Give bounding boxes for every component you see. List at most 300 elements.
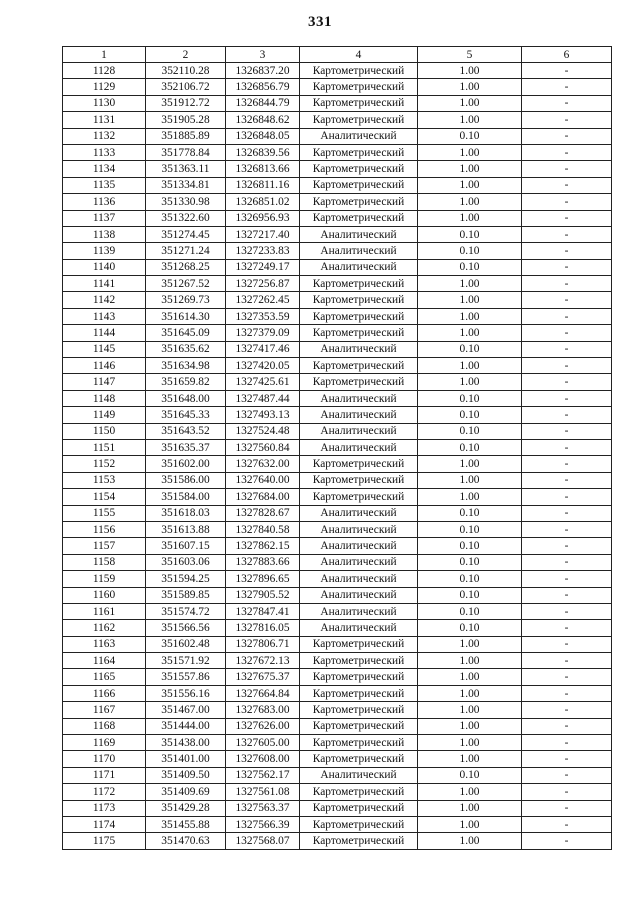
table-row [63, 669, 612, 685]
table-cell: 0.10 [418, 587, 522, 603]
table-cell: - [522, 259, 612, 275]
table-row [63, 620, 612, 636]
table-cell: 0.10 [418, 226, 522, 242]
table-row [63, 489, 612, 505]
table-cell: 1157 [63, 538, 146, 554]
table-cell: 0.10 [418, 620, 522, 636]
table-cell: Картометрический [300, 653, 418, 669]
table-cell: 1146 [63, 358, 146, 374]
table-row [63, 358, 612, 374]
table-cell: 1.00 [418, 472, 522, 488]
table-cell: 1327828.67 [226, 505, 300, 521]
table-cell: 1155 [63, 505, 146, 521]
table-cell: - [522, 194, 612, 210]
table-row [63, 226, 612, 242]
table-cell: 1.00 [418, 685, 522, 701]
table-cell: 1.00 [418, 292, 522, 308]
table-cell: 0.10 [418, 407, 522, 423]
table-cell: 1326848.62 [226, 112, 300, 128]
table-cell: Картометрический [300, 325, 418, 341]
table-cell: 351905.28 [146, 112, 226, 128]
table-cell: 352106.72 [146, 79, 226, 95]
table-cell: Картометрический [300, 144, 418, 160]
table-cell: - [522, 325, 612, 341]
table-cell: 351602.48 [146, 636, 226, 652]
table-cell: 1165 [63, 669, 146, 685]
table-cell: - [522, 800, 612, 816]
table-row [63, 800, 612, 816]
table-cell: 1327672.13 [226, 653, 300, 669]
table-row [63, 833, 612, 849]
table-cell: 1.00 [418, 358, 522, 374]
table-cell: 1141 [63, 276, 146, 292]
table-row [63, 308, 612, 324]
table-cell: 351444.00 [146, 718, 226, 734]
table-cell: 1327420.05 [226, 358, 300, 374]
column-header: 1 [63, 47, 146, 63]
table-cell: 0.10 [418, 603, 522, 619]
table-cell: Картометрический [300, 161, 418, 177]
table-header-row [63, 47, 612, 63]
table-row [63, 784, 612, 800]
table-cell: 351645.33 [146, 407, 226, 423]
table-cell: 351274.45 [146, 226, 226, 242]
table-cell: 1327683.00 [226, 702, 300, 718]
table-cell: 1144 [63, 325, 146, 341]
table-cell: 1326856.79 [226, 79, 300, 95]
table-row [63, 636, 612, 652]
table-row [63, 112, 612, 128]
table-cell: 0.10 [418, 341, 522, 357]
table-cell: 1327563.37 [226, 800, 300, 816]
table-cell: 1.00 [418, 144, 522, 160]
table-cell: 351659.82 [146, 374, 226, 390]
table-cell: Картометрический [300, 489, 418, 505]
table-row [63, 341, 612, 357]
table-cell: - [522, 816, 612, 832]
table-cell: 1130 [63, 95, 146, 111]
table-cell: 351467.00 [146, 702, 226, 718]
table-cell: 1.00 [418, 194, 522, 210]
table-cell: Аналитический [300, 505, 418, 521]
table-cell: 1.00 [418, 800, 522, 816]
table-cell: 1327806.71 [226, 636, 300, 652]
table-cell: 1327608.00 [226, 751, 300, 767]
table-cell: Картометрический [300, 95, 418, 111]
table-cell: 1169 [63, 735, 146, 751]
table-cell: Картометрический [300, 177, 418, 193]
table-row [63, 259, 612, 275]
table-cell: 1139 [63, 243, 146, 259]
table-cell: - [522, 685, 612, 701]
table-cell: 351912.72 [146, 95, 226, 111]
table-cell: Картометрический [300, 833, 418, 849]
table-row [63, 423, 612, 439]
table-cell: 0.10 [418, 571, 522, 587]
table-cell: 351603.06 [146, 554, 226, 570]
table-cell: 1327353.59 [226, 308, 300, 324]
table-cell: 1327487.44 [226, 390, 300, 406]
table-cell: - [522, 128, 612, 144]
table-row [63, 653, 612, 669]
table-cell: 1171 [63, 767, 146, 783]
table-cell: - [522, 79, 612, 95]
table-cell: 1327566.39 [226, 816, 300, 832]
table-cell: 1.00 [418, 79, 522, 95]
table-cell: 351322.60 [146, 210, 226, 226]
table-cell: - [522, 112, 612, 128]
table-cell: 351401.00 [146, 751, 226, 767]
table-row [63, 521, 612, 537]
table-cell: - [522, 177, 612, 193]
table-cell: - [522, 292, 612, 308]
table-cell: 0.10 [418, 554, 522, 570]
table-cell: 351613.88 [146, 521, 226, 537]
table-cell: 1170 [63, 751, 146, 767]
table-cell: 1327605.00 [226, 735, 300, 751]
table-row [63, 63, 612, 79]
table-cell: - [522, 489, 612, 505]
table-cell: 1175 [63, 833, 146, 849]
table-cell: Картометрический [300, 358, 418, 374]
table-cell: Картометрический [300, 63, 418, 79]
table-row [63, 767, 612, 783]
table-cell: 1327417.46 [226, 341, 300, 357]
table-cell: - [522, 243, 612, 259]
table-cell: Картометрический [300, 194, 418, 210]
table-cell: 1327493.13 [226, 407, 300, 423]
table-cell: 1.00 [418, 276, 522, 292]
table-cell: - [522, 358, 612, 374]
table-cell: 1164 [63, 653, 146, 669]
table-cell: 1.00 [418, 653, 522, 669]
table-cell: 1.00 [418, 95, 522, 111]
table-cell: 351455.88 [146, 816, 226, 832]
table-cell: 1327847.41 [226, 603, 300, 619]
table-cell: 1.00 [418, 325, 522, 341]
table-cell: Картометрический [300, 636, 418, 652]
table-row [63, 161, 612, 177]
table-cell: 1132 [63, 128, 146, 144]
table-cell: 1.00 [418, 210, 522, 226]
table-cell: Картометрический [300, 816, 418, 832]
table-row [63, 243, 612, 259]
table-row [63, 554, 612, 570]
table-cell: 1327233.83 [226, 243, 300, 259]
table-cell: 351602.00 [146, 456, 226, 472]
table-cell: 1.00 [418, 702, 522, 718]
table-cell: 351269.73 [146, 292, 226, 308]
table-cell: 351586.00 [146, 472, 226, 488]
table-cell: Картометрический [300, 210, 418, 226]
table-cell: 351409.69 [146, 784, 226, 800]
table-row [63, 210, 612, 226]
table-cell: 351778.84 [146, 144, 226, 160]
table-cell: 1.00 [418, 735, 522, 751]
table-cell: Аналитический [300, 439, 418, 455]
table-cell: Картометрический [300, 456, 418, 472]
table-cell: Аналитический [300, 587, 418, 603]
table-cell: 351334.81 [146, 177, 226, 193]
table-cell: Аналитический [300, 521, 418, 537]
table-cell: - [522, 374, 612, 390]
table-cell: - [522, 669, 612, 685]
table-cell: 1327883.66 [226, 554, 300, 570]
table-cell: - [522, 161, 612, 177]
table-cell: 0.10 [418, 128, 522, 144]
table-cell: - [522, 276, 612, 292]
table-cell: 1167 [63, 702, 146, 718]
table-cell: - [522, 554, 612, 570]
table-cell: 1326839.56 [226, 144, 300, 160]
table-cell: 0.10 [418, 390, 522, 406]
table-cell: 351643.52 [146, 423, 226, 439]
table-cell: - [522, 456, 612, 472]
table-cell: - [522, 505, 612, 521]
table-cell: 351574.72 [146, 603, 226, 619]
table-cell: 0.10 [418, 767, 522, 783]
table-cell: 0.10 [418, 505, 522, 521]
table-row [63, 735, 612, 751]
table-cell: 1326837.20 [226, 63, 300, 79]
table-cell: Картометрический [300, 292, 418, 308]
table-cell: 351614.30 [146, 308, 226, 324]
table-cell: 1327816.05 [226, 620, 300, 636]
table-cell: 351470.63 [146, 833, 226, 849]
table-cell: 1.00 [418, 177, 522, 193]
table-cell: 351363.11 [146, 161, 226, 177]
table-cell: 0.10 [418, 243, 522, 259]
column-header: 2 [146, 47, 226, 63]
table-cell: Картометрический [300, 751, 418, 767]
table-cell: 1.00 [418, 669, 522, 685]
table-cell: 351648.00 [146, 390, 226, 406]
table-cell: 1129 [63, 79, 146, 95]
table-cell: 0.10 [418, 259, 522, 275]
table-cell: 351429.28 [146, 800, 226, 816]
table-cell: 1163 [63, 636, 146, 652]
table-row [63, 128, 612, 144]
table-cell: 1327862.15 [226, 538, 300, 554]
table-row [63, 390, 612, 406]
table-cell: - [522, 751, 612, 767]
table-cell: 1327684.00 [226, 489, 300, 505]
table-cell: 351885.89 [146, 128, 226, 144]
table-cell: 1142 [63, 292, 146, 308]
table-row [63, 79, 612, 95]
table-cell: Картометрический [300, 276, 418, 292]
table-cell: 1156 [63, 521, 146, 537]
table-cell: 1138 [63, 226, 146, 242]
table-cell: 351584.00 [146, 489, 226, 505]
table-cell: Аналитический [300, 571, 418, 587]
table-cell: 1327262.45 [226, 292, 300, 308]
table-cell: 1.00 [418, 816, 522, 832]
table-cell: 351635.37 [146, 439, 226, 455]
table-cell: Аналитический [300, 554, 418, 570]
table-cell: 1.00 [418, 374, 522, 390]
table-row [63, 603, 612, 619]
column-header: 3 [226, 47, 300, 63]
table-cell: - [522, 620, 612, 636]
table-cell: Картометрический [300, 784, 418, 800]
table-cell: Картометрический [300, 800, 418, 816]
column-header: 4 [300, 47, 418, 63]
table-cell: 351566.56 [146, 620, 226, 636]
table-cell: 1168 [63, 718, 146, 734]
table-cell: 1327562.17 [226, 767, 300, 783]
table-cell: 1326848.05 [226, 128, 300, 144]
table-cell: 351271.24 [146, 243, 226, 259]
table-row [63, 685, 612, 701]
table-row [63, 505, 612, 521]
table-cell: 351571.92 [146, 653, 226, 669]
table-cell: 1327632.00 [226, 456, 300, 472]
table-cell: 351607.15 [146, 538, 226, 554]
table-cell: 1.00 [418, 833, 522, 849]
table-cell: 1174 [63, 816, 146, 832]
table-cell: 1.00 [418, 636, 522, 652]
table-cell: - [522, 407, 612, 423]
table-cell: Аналитический [300, 243, 418, 259]
table-cell: 1162 [63, 620, 146, 636]
table-cell: - [522, 390, 612, 406]
table-row [63, 816, 612, 832]
table-row [63, 538, 612, 554]
table-row [63, 571, 612, 587]
column-header: 5 [418, 47, 522, 63]
table-cell: 1.00 [418, 112, 522, 128]
table-cell: - [522, 308, 612, 324]
table-cell: Картометрический [300, 472, 418, 488]
table-cell: 1.00 [418, 308, 522, 324]
table-cell: Аналитический [300, 603, 418, 619]
table-cell: 1140 [63, 259, 146, 275]
table-cell: 1161 [63, 603, 146, 619]
table-cell: 1173 [63, 800, 146, 816]
table-cell: 1327524.48 [226, 423, 300, 439]
table-row [63, 144, 612, 160]
table-cell: 1327249.17 [226, 259, 300, 275]
table-cell: 1326813.66 [226, 161, 300, 177]
table-cell: 1.00 [418, 161, 522, 177]
table-cell: 351556.16 [146, 685, 226, 701]
table-cell: Аналитический [300, 423, 418, 439]
table-cell: 1135 [63, 177, 146, 193]
table-cell: 351268.25 [146, 259, 226, 275]
table-cell: 1133 [63, 144, 146, 160]
table-cell: - [522, 341, 612, 357]
table-cell: 1153 [63, 472, 146, 488]
table-cell: Аналитический [300, 341, 418, 357]
coordinates-table [62, 46, 612, 850]
table-cell: 1158 [63, 554, 146, 570]
table-cell: 1148 [63, 390, 146, 406]
table-cell: - [522, 210, 612, 226]
table-cell: 1327425.61 [226, 374, 300, 390]
table-cell: 0.10 [418, 439, 522, 455]
table-cell: - [522, 587, 612, 603]
table-cell: 351618.03 [146, 505, 226, 521]
table-cell: 1.00 [418, 751, 522, 767]
table-cell: Аналитический [300, 128, 418, 144]
table-cell: 1154 [63, 489, 146, 505]
table-cell: 0.10 [418, 423, 522, 439]
table-cell: 0.10 [418, 521, 522, 537]
table-cell: 1327675.37 [226, 669, 300, 685]
table-cell: 1147 [63, 374, 146, 390]
table-cell: - [522, 571, 612, 587]
table-cell: 1326844.79 [226, 95, 300, 111]
table-cell: 1327560.84 [226, 439, 300, 455]
table-row [63, 702, 612, 718]
table-cell: - [522, 603, 612, 619]
table-cell: 1327640.00 [226, 472, 300, 488]
table-cell: 351634.98 [146, 358, 226, 374]
table-row [63, 177, 612, 193]
table-cell: - [522, 95, 612, 111]
table-cell: 1326851.02 [226, 194, 300, 210]
table-cell: Аналитический [300, 407, 418, 423]
table-cell: - [522, 226, 612, 242]
table-cell: 1128 [63, 63, 146, 79]
table-cell: 351438.00 [146, 735, 226, 751]
table-row [63, 276, 612, 292]
table-cell: Картометрический [300, 685, 418, 701]
table-cell: 351589.85 [146, 587, 226, 603]
table-cell: Аналитический [300, 620, 418, 636]
table-cell: 1145 [63, 341, 146, 357]
table-cell: - [522, 718, 612, 734]
table-cell: 1327664.84 [226, 685, 300, 701]
table-cell: 1327905.52 [226, 587, 300, 603]
table-cell: 1326811.16 [226, 177, 300, 193]
table-cell: Аналитический [300, 538, 418, 554]
table-cell: 1149 [63, 407, 146, 423]
table-cell: 1327568.07 [226, 833, 300, 849]
table-row [63, 456, 612, 472]
table-cell: Картометрический [300, 374, 418, 390]
table-cell: 1.00 [418, 718, 522, 734]
table-cell: 351557.86 [146, 669, 226, 685]
table-cell: 1326956.93 [226, 210, 300, 226]
table-cell: Картометрический [300, 702, 418, 718]
table-row [63, 587, 612, 603]
table-cell: - [522, 833, 612, 849]
table-cell: 1134 [63, 161, 146, 177]
table-cell: - [522, 767, 612, 783]
table-row [63, 751, 612, 767]
table-cell: - [522, 538, 612, 554]
table-cell: - [522, 653, 612, 669]
table-row [63, 325, 612, 341]
column-header: 6 [522, 47, 612, 63]
table-row [63, 407, 612, 423]
table-cell: - [522, 521, 612, 537]
table-cell: - [522, 63, 612, 79]
table-cell: Картометрический [300, 669, 418, 685]
table-cell: 1143 [63, 308, 146, 324]
table-cell: Картометрический [300, 112, 418, 128]
table-cell: 1152 [63, 456, 146, 472]
table-row [63, 194, 612, 210]
table-cell: Аналитический [300, 226, 418, 242]
table-cell: 1172 [63, 784, 146, 800]
table-cell: 1327896.65 [226, 571, 300, 587]
table-cell: 351645.09 [146, 325, 226, 341]
table-cell: Аналитический [300, 767, 418, 783]
table-cell: 1327217.40 [226, 226, 300, 242]
